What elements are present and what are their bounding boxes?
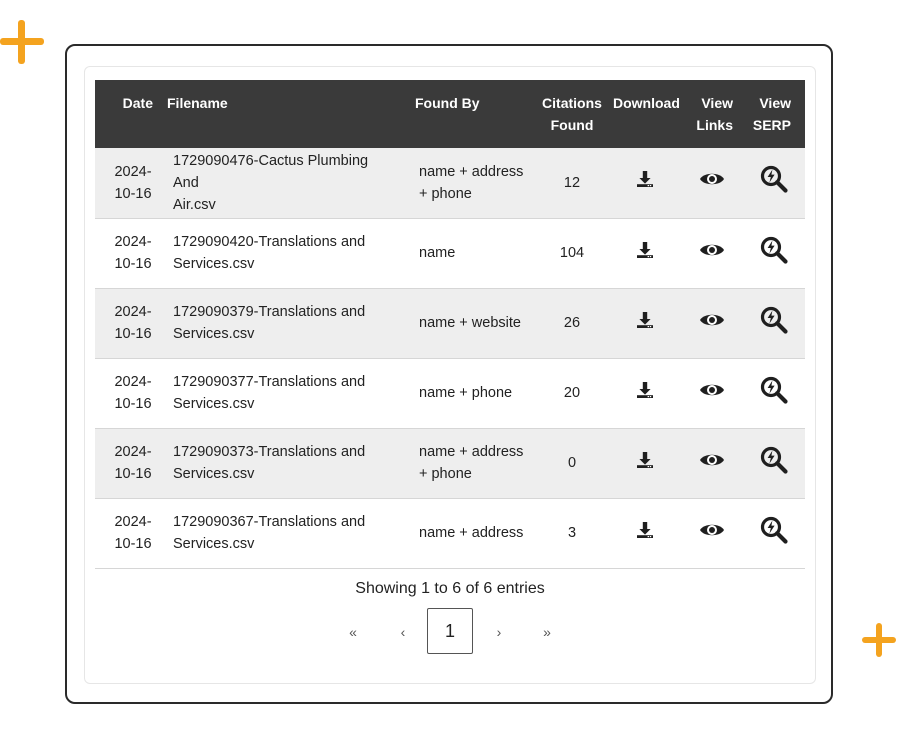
eye-icon[interactable] <box>699 451 725 476</box>
pagination-next-button[interactable]: › <box>496 624 502 640</box>
search-bolt-icon[interactable] <box>759 515 789 552</box>
cell-view-links <box>681 358 743 428</box>
cell-date: 2024- 10-16 <box>114 374 152 412</box>
table-row <box>95 428 805 498</box>
download-icon[interactable] <box>635 520 655 547</box>
cell-download <box>609 358 681 428</box>
pagination-last-button[interactable]: » <box>543 624 551 640</box>
eye-icon[interactable] <box>699 381 725 406</box>
pagination-first-button[interactable]: « <box>349 624 357 640</box>
table-row <box>95 148 805 218</box>
table-row <box>95 218 805 288</box>
cell-filename: 1729090476-Cactus Plumbing And Air.csv <box>173 152 369 213</box>
cell-citations: 0 <box>567 455 577 471</box>
header-citations-found[interactable]: Citations Found <box>542 95 602 133</box>
cell-download <box>609 288 681 358</box>
cell-view-links <box>681 288 743 358</box>
cell-citations: 3 <box>567 525 577 541</box>
cell-filename: 1729090377-Translations and Services.csv <box>173 374 366 412</box>
download-icon[interactable] <box>635 169 655 196</box>
cell-found-by: name + address <box>419 525 524 541</box>
cell-date: 2024- 10-16 <box>114 163 152 202</box>
search-bolt-icon[interactable] <box>759 445 789 482</box>
cell-citations: 104 <box>559 245 585 261</box>
table-row <box>95 358 805 428</box>
eye-icon[interactable] <box>699 170 725 195</box>
eye-icon[interactable] <box>699 241 725 266</box>
cell-view-serp <box>743 358 805 428</box>
cell-download <box>609 498 681 568</box>
download-icon[interactable] <box>635 240 655 267</box>
cell-citations: 12 <box>563 174 581 191</box>
cell-date: 2024- 10-16 <box>114 444 152 482</box>
cell-view-links <box>681 428 743 498</box>
eye-icon[interactable] <box>699 521 725 546</box>
cell-found-by: name + website <box>419 315 521 331</box>
cell-view-serp <box>743 148 805 218</box>
cell-download <box>609 218 681 288</box>
download-icon[interactable] <box>635 310 655 337</box>
search-bolt-icon[interactable] <box>759 164 789 201</box>
header-download[interactable]: Download <box>613 95 680 111</box>
header-date[interactable]: Date <box>122 95 153 111</box>
cell-found-by: name + address + phone <box>419 163 524 202</box>
citations-table <box>95 80 805 569</box>
search-bolt-icon[interactable] <box>759 305 789 342</box>
search-bolt-icon[interactable] <box>759 375 789 412</box>
pagination-prev-button[interactable]: ‹ <box>400 624 406 640</box>
cell-view-links <box>681 218 743 288</box>
decorative-plus-icon-orange-small <box>862 623 896 657</box>
cell-date: 2024- 10-16 <box>114 514 152 552</box>
cell-download <box>609 148 681 218</box>
pagination <box>335 608 565 658</box>
cell-view-serp <box>743 428 805 498</box>
cell-citations: 26 <box>563 315 581 331</box>
cell-view-serp <box>743 498 805 568</box>
header-found-by[interactable]: Found By <box>415 95 480 111</box>
table-header-row <box>95 80 805 148</box>
cell-date: 2024- 10-16 <box>114 304 152 342</box>
header-view-serp[interactable]: View SERP <box>752 95 791 133</box>
cell-found-by: name + address + phone <box>419 444 524 482</box>
download-icon[interactable] <box>635 380 655 407</box>
cell-found-by: name <box>419 245 456 261</box>
pagination-page-1-button[interactable]: 1 <box>427 608 473 654</box>
search-bolt-icon[interactable] <box>759 235 789 272</box>
cell-filename: 1729090379-Translations and Services.csv <box>173 304 366 342</box>
decorative-plus-icon-orange <box>0 20 44 64</box>
cell-filename: 1729090367-Translations and Services.csv <box>173 514 366 552</box>
header-view-links[interactable]: View Links <box>696 95 733 133</box>
pagination-info: Showing 1 to 6 of 6 entries <box>355 580 545 597</box>
cell-view-serp <box>743 218 805 288</box>
cell-filename: 1729090373-Translations and Services.csv <box>173 444 366 482</box>
cell-citations: 20 <box>563 385 581 401</box>
header-filename[interactable]: Filename <box>167 95 228 111</box>
cell-filename: 1729090420-Translations and Services.csv <box>173 234 366 272</box>
cell-view-links <box>681 148 743 218</box>
cell-download <box>609 428 681 498</box>
cell-date: 2024- 10-16 <box>114 234 152 272</box>
cell-view-serp <box>743 288 805 358</box>
table-row <box>95 498 805 568</box>
download-icon[interactable] <box>635 450 655 477</box>
cell-found-by: name + phone <box>419 385 513 401</box>
eye-icon[interactable] <box>699 311 725 336</box>
cell-view-links <box>681 498 743 568</box>
citations-table-container <box>95 80 805 569</box>
table-row <box>95 288 805 358</box>
